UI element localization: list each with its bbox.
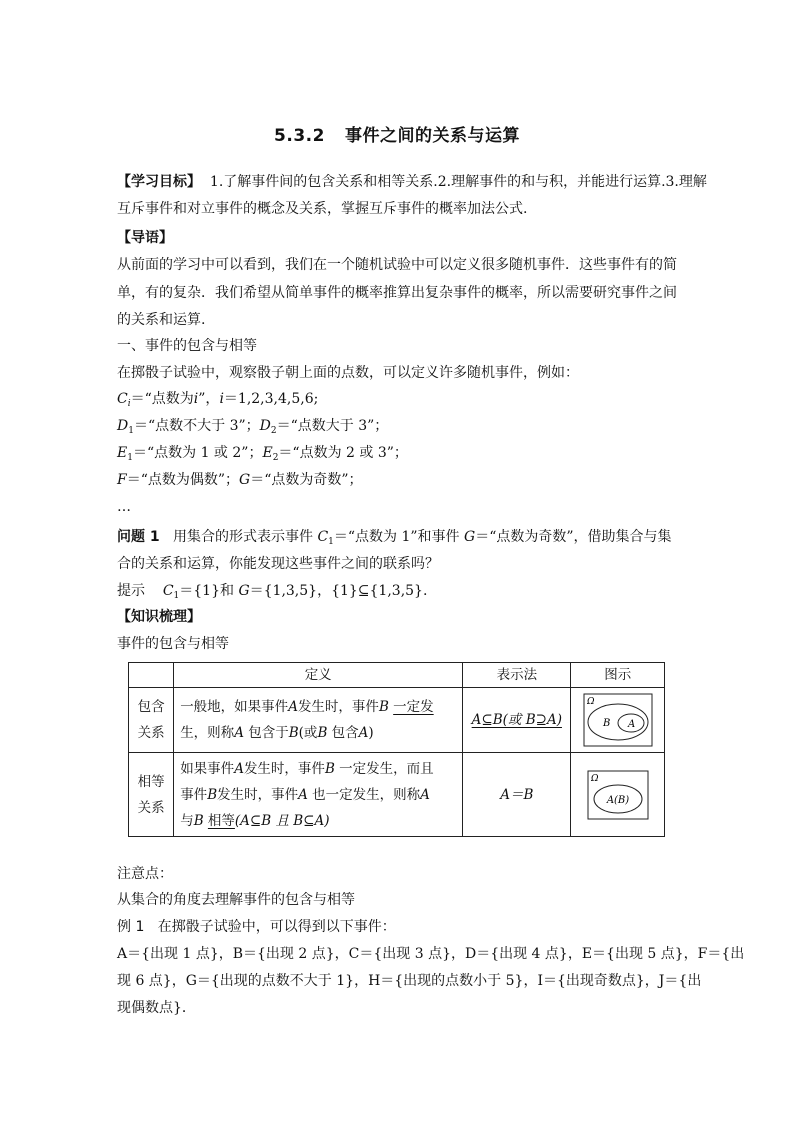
header-diagram: 图示 [571, 663, 665, 688]
example-line-1: A＝{出现 1 点}，B＝{出现 2 点}，C＝{出现 3 点}，D＝{出现 4 点}，E＝{出现 5 点}，F＝{出 [117, 946, 745, 962]
table-row [129, 688, 665, 753]
def-ellipsis: … [117, 499, 131, 515]
venn-equality-diagram [587, 770, 649, 820]
page-title [0, 121, 794, 146]
def-c-i: $C_i=“$点数为i”，i＝1,2,3,4,5,6; [117, 391, 319, 409]
goals-line-1: 【学习目标】 1.了解事件间的包含关系和相等关系.2.理解事件的和与积，并能进行运算.3.理解 [117, 174, 707, 190]
notation-inclusion: A⊆B(或 B⊇A) [463, 688, 571, 753]
def-d: $D_1=“$点数不大于 3”；$D_2=“$点数大于 3”； [117, 418, 389, 436]
svg-text:A: A [627, 719, 635, 730]
venn-equality [571, 753, 665, 837]
example-label: 例 1 [117, 919, 145, 935]
table-header-row [129, 663, 665, 688]
goals-line-2: 互斥事件和对立事件的概念及关系，掌握互斥事件的概率加法公式. [117, 201, 528, 217]
hint-label: 提示 [117, 583, 145, 599]
venn-inclusion-diagram [583, 693, 653, 747]
def-f-g: F＝“点数为偶数”；G＝“点数为奇数”； [117, 472, 363, 488]
row-name-equality: 相等 关系 [129, 753, 174, 837]
intro-line-3: 的关系和运算. [117, 312, 206, 328]
venn-inclusion [571, 688, 665, 753]
svg-text:A(B): A(B) [606, 794, 629, 806]
header-definition: 定义 [174, 663, 463, 688]
svg-text:B: B [602, 718, 611, 729]
relation-table [128, 662, 665, 837]
section-title: 事件之间的关系与运算 [344, 126, 520, 146]
example-lead: 例 1 在掷骰子试验中，可以得到以下事件： [117, 919, 396, 935]
intro-line-2: 单，有的复杂．我们希望从简单事件的概率推算出复杂事件的概率，所以需要研究事件之间 [117, 285, 677, 301]
example-line-2: 现 6 点}，G＝{出现的点数不大于 1}，H＝{出现的点数小于 5}，I＝{出现奇数点}，J＝{出 [117, 973, 702, 989]
goals-label: 【学习目标】 [117, 174, 201, 190]
svg-text:Ω: Ω [590, 773, 599, 784]
knowledge-label: 【知识梳理】 [117, 609, 201, 625]
section-heading: 一、事件的包含与相等 [117, 338, 257, 354]
intro-line-1: 从前面的学习中可以看到，我们在一个随机试验中可以定义很多随机事件．这些事件有的简 [117, 257, 677, 273]
row-name-inclusion: 包含 关系 [129, 688, 174, 753]
notation-equality: A＝B [463, 753, 571, 837]
question-label: 问题 1 [117, 529, 160, 545]
example-line-3: 现偶数点}． [117, 1000, 196, 1016]
section-lead: 在掷骰子试验中，观察骰子朝上面的点数，可以定义许多随机事件，例如： [117, 365, 579, 381]
section-number: 5.3.2 [274, 126, 325, 146]
question-line-2: 合的关系和运算，你能发现这些事件之间的联系吗？ [117, 556, 439, 572]
knowledge-subtitle: 事件的包含与相等 [117, 636, 229, 652]
definition-equality: 如果事件A发生时，事件B 一定发生，而且 事件B发生时，事件A 也一定发生，则称A 与B 相等(A⊆B 且 B⊆A) [174, 753, 463, 837]
table-row [129, 753, 665, 837]
header-notation: 表示法 [463, 663, 571, 688]
question-hint: 提示 $C_1=\{1\}$和 G＝{1,3,5}，{1}⊆{1,3,5}. [117, 583, 428, 601]
definition-inclusion: 一般地，如果事件A发生时，事件B 一定发 生，则称A 包含于B(或B 包含A) [174, 688, 463, 753]
intro-label: 【导语】 [117, 230, 173, 246]
question-line-1: 问题 1 用集合的形式表示事件 $C_1=“$点数为 1”和事件 G＝“点数为奇数”，借助集合与集 [117, 529, 672, 547]
notes-text: 从集合的角度去理解事件的包含与相等 [117, 892, 355, 908]
notes-label: 注意点： [117, 866, 173, 882]
def-e: $E_1=“$点数为 1 或 2”；$E_2=“$点数为 2 或 3”； [117, 445, 408, 463]
svg-text:Ω: Ω [586, 697, 595, 707]
